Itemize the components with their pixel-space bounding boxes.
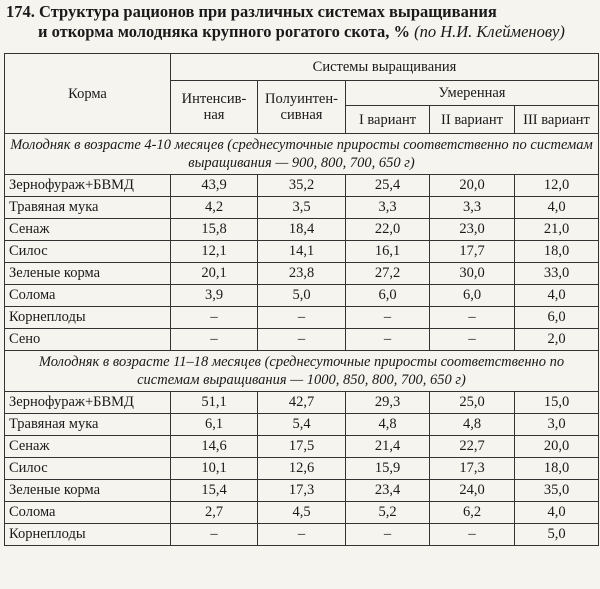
table-row	[5, 263, 599, 285]
value-cell: –	[346, 307, 430, 329]
value-cell: –	[430, 329, 515, 351]
header-semi-intensive	[258, 81, 346, 134]
value-cell: –	[346, 329, 430, 351]
value-cell: 22,0	[346, 219, 430, 241]
caption-number: 174.	[6, 2, 35, 21]
section-row	[5, 351, 599, 392]
value-cell: 14,6	[171, 436, 258, 458]
value-cell: 23,0	[430, 219, 515, 241]
value-cell: 12,0	[515, 175, 599, 197]
table-row	[5, 307, 599, 329]
value-cell: 3,3	[430, 197, 515, 219]
value-cell: –	[171, 524, 258, 546]
value-cell: 5,0	[258, 285, 346, 307]
value-cell: 30,0	[430, 263, 515, 285]
value-cell: 15,0	[515, 392, 599, 414]
feed-name: Сенаж	[5, 219, 171, 241]
value-cell: 4,0	[515, 285, 599, 307]
value-cell: 2,0	[515, 329, 599, 351]
header-systems: Системы выращивания	[171, 54, 599, 81]
table-row	[5, 436, 599, 458]
value-cell: 6,2	[430, 502, 515, 524]
feed-name: Сенаж	[5, 436, 171, 458]
caption-title-2: и откорма молодняка крупного рогатого скота, %	[38, 22, 410, 41]
value-cell: 4,0	[515, 502, 599, 524]
value-cell: 17,7	[430, 241, 515, 263]
value-cell: 24,0	[430, 480, 515, 502]
value-cell: 15,8	[171, 219, 258, 241]
value-cell: 6,0	[515, 307, 599, 329]
feed-name: Зернофураж+БВМД	[5, 392, 171, 414]
header-variant-2: II вариант	[430, 106, 515, 134]
feed-name: Корнеплоды	[5, 307, 171, 329]
feed-name: Зернофураж+БВМД	[5, 175, 171, 197]
feed-name: Корнеплоды	[5, 524, 171, 546]
caption-author: (по Н.И. Клейменову)	[414, 22, 565, 41]
value-cell: 20,1	[171, 263, 258, 285]
table-row	[5, 502, 599, 524]
table-body	[5, 134, 599, 546]
value-cell: 42,7	[258, 392, 346, 414]
feed-name: Травяная мука	[5, 197, 171, 219]
value-cell: 20,0	[430, 175, 515, 197]
feed-name: Солома	[5, 502, 171, 524]
value-cell: –	[171, 307, 258, 329]
feed-name: Силос	[5, 241, 171, 263]
header-moderate: Умеренная	[346, 81, 599, 106]
value-cell: 33,0	[515, 263, 599, 285]
value-cell: 15,9	[346, 458, 430, 480]
value-cell: –	[346, 524, 430, 546]
header-feeds: Корма	[5, 54, 171, 134]
value-cell: 10,1	[171, 458, 258, 480]
value-cell: 4,0	[515, 197, 599, 219]
value-cell: 18,0	[515, 241, 599, 263]
value-cell: –	[430, 524, 515, 546]
value-cell: –	[171, 329, 258, 351]
value-cell: 4,5	[258, 502, 346, 524]
value-cell: 17,3	[258, 480, 346, 502]
ration-table	[4, 53, 599, 546]
value-cell: 17,3	[430, 458, 515, 480]
table-row	[5, 329, 599, 351]
section-row	[5, 134, 599, 175]
section-title: Молодняк в возрасте 11–18 месяцев (среднесуточные приросты соответственно по системам выращивания — 1000, 850, 800, 700, 650 г)	[5, 351, 599, 392]
value-cell: 2,7	[171, 502, 258, 524]
header-semi-label: Полуинтен-сивная	[265, 91, 338, 123]
value-cell: 12,6	[258, 458, 346, 480]
value-cell: 6,1	[171, 414, 258, 436]
value-cell: 25,0	[430, 392, 515, 414]
caption-line-2	[38, 22, 565, 42]
table-row	[5, 414, 599, 436]
value-cell: 4,8	[346, 414, 430, 436]
table-row	[5, 197, 599, 219]
caption-line-1	[6, 2, 497, 22]
value-cell: 21,4	[346, 436, 430, 458]
value-cell: 18,4	[258, 219, 346, 241]
value-cell: –	[258, 524, 346, 546]
value-cell: –	[430, 307, 515, 329]
value-cell: 21,0	[515, 219, 599, 241]
table-row	[5, 480, 599, 502]
value-cell: 16,1	[346, 241, 430, 263]
feed-name: Силос	[5, 458, 171, 480]
value-cell: 5,2	[346, 502, 430, 524]
value-cell: 22,7	[430, 436, 515, 458]
section-title: Молодняк в возрасте 4-10 месяцев (среднесуточные приросты соответственно по системам выращивания — 900, 800, 700, 650 г)	[5, 134, 599, 175]
value-cell: 6,0	[346, 285, 430, 307]
value-cell: 43,9	[171, 175, 258, 197]
header-intensive	[171, 81, 258, 134]
table-caption	[0, 0, 600, 46]
value-cell: 12,1	[171, 241, 258, 263]
header-variant-3: III вариант	[515, 106, 599, 134]
value-cell: 14,1	[258, 241, 346, 263]
value-cell: 3,5	[258, 197, 346, 219]
feed-name: Сено	[5, 329, 171, 351]
value-cell: 5,0	[515, 524, 599, 546]
value-cell: 3,3	[346, 197, 430, 219]
value-cell: 15,4	[171, 480, 258, 502]
value-cell: 23,8	[258, 263, 346, 285]
value-cell: 51,1	[171, 392, 258, 414]
table-row	[5, 524, 599, 546]
header-variant-1: I вариант	[346, 106, 430, 134]
value-cell: –	[258, 307, 346, 329]
table-row	[5, 392, 599, 414]
feed-name: Травяная мука	[5, 414, 171, 436]
value-cell: 35,0	[515, 480, 599, 502]
header-intensive-label: Интенсив-ная	[181, 91, 247, 123]
feed-name: Зеленые корма	[5, 480, 171, 502]
value-cell: 29,3	[346, 392, 430, 414]
table-row	[5, 285, 599, 307]
value-cell: 3,9	[171, 285, 258, 307]
table-row	[5, 458, 599, 480]
value-cell: 20,0	[515, 436, 599, 458]
feed-name: Солома	[5, 285, 171, 307]
value-cell: 25,4	[346, 175, 430, 197]
value-cell: 17,5	[258, 436, 346, 458]
value-cell: 18,0	[515, 458, 599, 480]
value-cell: 4,2	[171, 197, 258, 219]
caption-title-1: Структура рационов при различных системах выращивания	[39, 2, 497, 21]
value-cell: 6,0	[430, 285, 515, 307]
value-cell: 23,4	[346, 480, 430, 502]
table-row	[5, 219, 599, 241]
table-row	[5, 241, 599, 263]
value-cell: 4,8	[430, 414, 515, 436]
feed-name: Зеленые корма	[5, 263, 171, 285]
value-cell: –	[258, 329, 346, 351]
value-cell: 3,0	[515, 414, 599, 436]
value-cell: 5,4	[258, 414, 346, 436]
value-cell: 27,2	[346, 263, 430, 285]
value-cell: 35,2	[258, 175, 346, 197]
table-row	[5, 175, 599, 197]
